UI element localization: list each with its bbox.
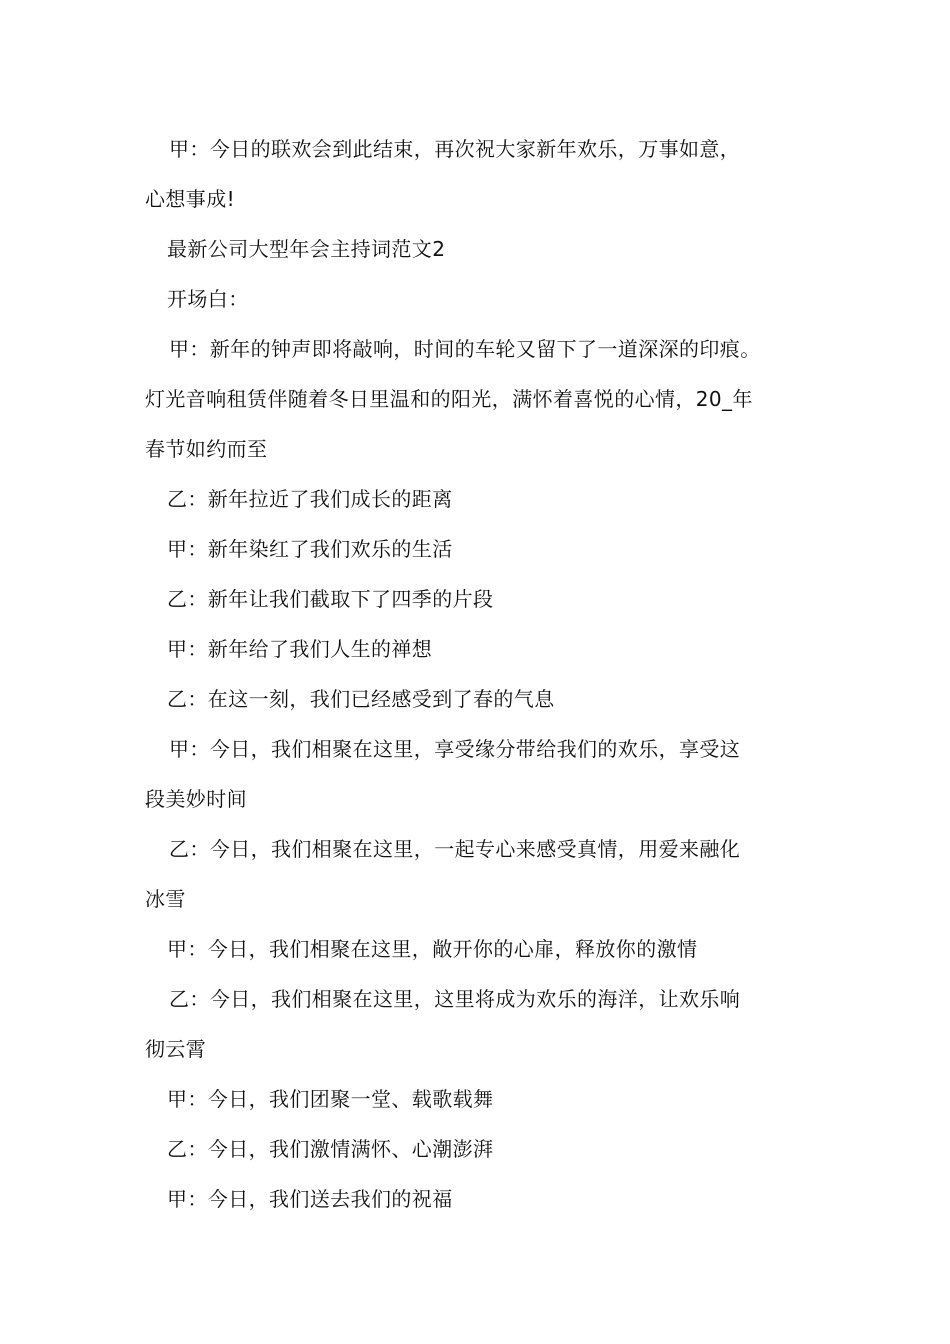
paragraph-line: 开场白： [167,287,249,311]
paragraph-line: 乙：在这一刻，我们已经感受到了春的气息 [167,687,555,711]
paragraph-line: 灯光音响租赁伴随着冬日里温和的阳光，满怀着喜悦的心情，20_年 [145,387,753,411]
paragraph-line: 乙：今日，我们相聚在这里，一起专心来感受真情，用爱来融化 [169,837,741,861]
paragraph-line: 春节如约而至 [145,437,268,461]
paragraph-line: 甲：新年的钟声即将敲响，时间的车轮又留下了一道深深的印痕。 [169,337,761,361]
paragraph-line: 甲：今日的联欢会到此结束，再次祝大家新年欢乐，万事如意， [169,137,741,161]
paragraph-line: 彻云霄 [145,1037,207,1061]
paragraph-line: 乙：新年拉近了我们成长的距离 [167,487,453,511]
paragraph-line: 甲：新年染红了我们欢乐的生活 [167,537,453,561]
paragraph-line: 乙：新年让我们截取下了四季的片段 [167,587,494,611]
paragraph-line: 乙：今日，我们相聚在这里，这里将成为欢乐的海洋，让欢乐响 [169,987,741,1011]
paragraph-line: 甲：今日，我们相聚在这里，敞开你的心扉，释放你的激情 [167,937,698,961]
paragraph-line: 心想事成! [145,187,236,211]
paragraph-line: 甲：新年给了我们人生的禅想 [167,637,433,661]
paragraph-line: 乙：今日，我们激情满怀、心潮澎湃 [167,1137,494,1161]
paragraph-line: 甲：今日，我们送去我们的祝福 [167,1187,453,1211]
paragraph-line: 甲：今日，我们相聚在这里，享受缘分带给我们的欢乐，享受这 [169,737,741,761]
paragraph-line: 段美妙时间 [145,787,247,811]
document-body [145,124,825,1224]
section-title: 最新公司大型年会主持词范文2 [167,237,446,261]
paragraph-line: 冰雪 [145,887,186,911]
paragraph-line: 甲：今日，我们团聚一堂、载歌载舞 [167,1087,494,1111]
